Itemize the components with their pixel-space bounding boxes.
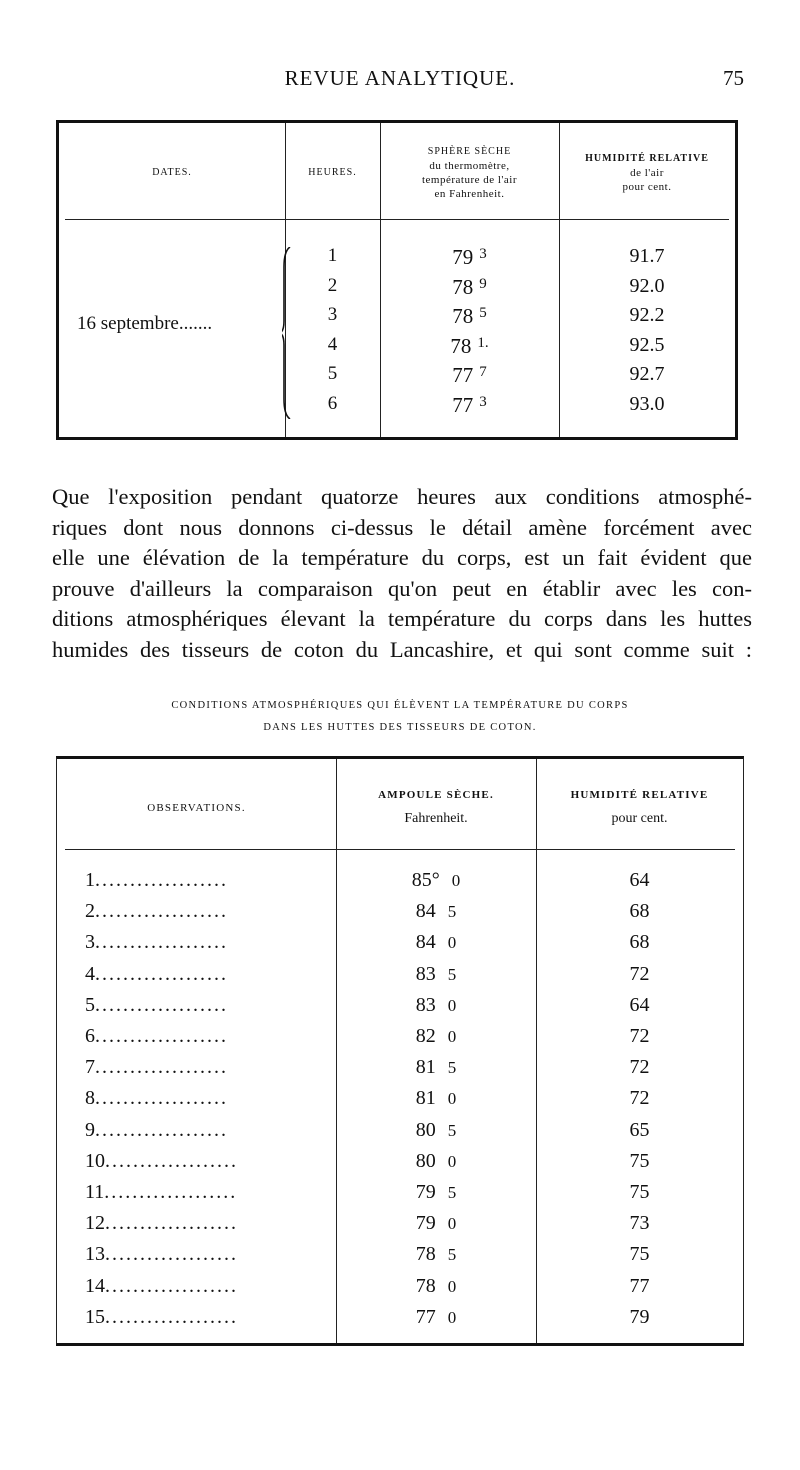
temperature-int: 84 bbox=[415, 900, 436, 923]
table-row bbox=[57, 1275, 743, 1305]
cotton-weavers-table bbox=[56, 756, 744, 1346]
table-row bbox=[57, 963, 743, 993]
temperature-dec: 0 bbox=[451, 871, 461, 890]
temperature-int: 78 bbox=[452, 304, 474, 328]
header-ampoule bbox=[336, 773, 536, 843]
temperature-cell bbox=[336, 1087, 536, 1110]
header-heures bbox=[285, 131, 380, 215]
header-humidite bbox=[559, 131, 735, 215]
paragraph-line: humides des tisseurs de coton du Lancashire, et qui sont comme suit : bbox=[52, 636, 752, 662]
table-row bbox=[59, 393, 735, 421]
running-title: REVUE ANALYTIQUE. bbox=[284, 66, 516, 90]
table-row bbox=[57, 900, 743, 930]
leader-dots: ................... bbox=[104, 1181, 238, 1203]
temperature-cell bbox=[336, 994, 536, 1017]
leader-dots: ................... bbox=[95, 962, 228, 985]
temperature-dec: 0 bbox=[447, 933, 457, 953]
temperature-dec: 0 bbox=[447, 1214, 457, 1234]
leader-dots: ................... bbox=[105, 1149, 238, 1172]
table-row bbox=[59, 245, 735, 273]
header-humid-line: pour cent. bbox=[622, 181, 672, 193]
observation-number: 4 bbox=[85, 962, 95, 985]
temperature-dec: 5 bbox=[447, 1183, 457, 1202]
table-row bbox=[57, 1181, 743, 1211]
temperature-cell bbox=[336, 1243, 536, 1266]
table-caption-line: CONDITIONS ATMOSPHÉRIQUES QUI ÉLÈVENT LA TEMPÉRATURE DU CORPS bbox=[171, 700, 629, 711]
temperature-table-september bbox=[56, 120, 738, 440]
header-observations-label: OBSERVATIONS. bbox=[147, 802, 246, 814]
temperature-cell bbox=[336, 900, 536, 923]
temperature-dec: 9 bbox=[479, 275, 487, 292]
humidity-cell: 91.7 bbox=[629, 245, 665, 267]
leader-dots: ................... bbox=[105, 1212, 238, 1235]
header-heures-label: HEURES. bbox=[308, 167, 357, 178]
table-row bbox=[57, 1243, 743, 1273]
header-ampoule-sub: Fahrenheit. bbox=[404, 811, 468, 826]
leader-dots: ................... bbox=[95, 1025, 228, 1047]
humidity-cell: 72 bbox=[629, 962, 650, 985]
observation-cell bbox=[85, 994, 325, 1017]
temperature-dec: 5 bbox=[447, 1245, 457, 1265]
temperature-dec: 0 bbox=[447, 1027, 457, 1046]
header-humidite bbox=[536, 773, 743, 843]
header-sphere-line: SPHÈRE SÈCHE bbox=[427, 146, 512, 157]
temperature-cell bbox=[336, 1119, 536, 1142]
temperature-dec: 3 bbox=[479, 246, 487, 262]
table-row bbox=[57, 994, 743, 1024]
temperature-int: 80 bbox=[415, 1149, 436, 1172]
humidity-cell: 77 bbox=[629, 1274, 650, 1297]
observation-number: 11 bbox=[85, 1181, 105, 1203]
temperature-dec: 5 bbox=[447, 902, 457, 922]
temperature-int: 78 bbox=[415, 1243, 436, 1266]
observation-number: 15 bbox=[85, 1305, 105, 1328]
temperature-dec: 3 bbox=[479, 393, 487, 410]
observation-cell bbox=[85, 1087, 325, 1110]
temperature-cell bbox=[380, 393, 559, 418]
header-sphere-line: du thermomètre, bbox=[429, 160, 510, 172]
temperature-int: 78 bbox=[415, 1274, 436, 1297]
leader-dots: ................... bbox=[95, 869, 228, 891]
temperature-int: 78 bbox=[452, 274, 474, 299]
temperature-cell bbox=[380, 304, 559, 329]
heure-cell: 5 bbox=[327, 363, 338, 384]
table-row bbox=[59, 363, 735, 391]
leader-dots: ................... bbox=[105, 1243, 238, 1266]
temperature-int: 81 bbox=[415, 1087, 436, 1110]
leader-dots: ................... bbox=[105, 1274, 238, 1297]
page-number: 75 bbox=[723, 66, 744, 90]
temperature-int: 84 bbox=[415, 931, 436, 954]
temperature-cell bbox=[380, 363, 559, 388]
temperature-int: 79 bbox=[415, 1181, 436, 1203]
header-sphere-line: température de l'air bbox=[421, 174, 518, 186]
observation-number: 6 bbox=[85, 1025, 95, 1047]
leader-dots: ................... bbox=[95, 1087, 228, 1110]
humidity-cell: 68 bbox=[629, 900, 650, 923]
page-header bbox=[0, 66, 800, 96]
temperature-cell bbox=[336, 1025, 536, 1048]
heure-cell: 6 bbox=[327, 392, 338, 414]
paragraph-line: Que l'exposition pendant quatorze heures aux conditions atmosphé- bbox=[52, 484, 752, 509]
header-humid-line: de l'air bbox=[630, 167, 664, 179]
temperature-cell bbox=[336, 963, 536, 986]
table-row bbox=[57, 1087, 743, 1117]
header-divider bbox=[65, 219, 729, 220]
observation-cell bbox=[85, 1212, 325, 1235]
humidity-cell: 72 bbox=[629, 1025, 650, 1047]
paragraph-line: prouve d'ailleurs la comparaison qu'on peut en établir avec les con- bbox=[52, 575, 752, 601]
table-row bbox=[57, 931, 743, 961]
temperature-dec: 5 bbox=[447, 964, 457, 984]
observation-number: 10 bbox=[85, 1149, 105, 1172]
table-row bbox=[59, 275, 735, 303]
observation-number: 13 bbox=[85, 1243, 105, 1266]
observation-number: 3 bbox=[85, 931, 95, 954]
humidity-cell: 73 bbox=[629, 1212, 650, 1235]
leader-dots: ................... bbox=[105, 1305, 238, 1328]
header-humid-label: HUMIDITÉ RELATIVE bbox=[570, 789, 709, 801]
humidity-cell: 68 bbox=[629, 931, 650, 954]
humidity-cell: 93.0 bbox=[629, 392, 665, 415]
temperature-int: 78 bbox=[450, 333, 472, 358]
observation-cell bbox=[85, 931, 325, 954]
observation-cell bbox=[85, 1275, 325, 1298]
temperature-int: 79 bbox=[452, 245, 474, 269]
header-sphere-line: en Fahrenheit. bbox=[434, 188, 505, 200]
temperature-int: 83 bbox=[415, 962, 436, 985]
temperature-dec: 0 bbox=[447, 1089, 457, 1109]
observation-number: 8 bbox=[85, 1087, 95, 1110]
table-row bbox=[57, 1212, 743, 1242]
paragraph-line: ditions atmosphériques élevant la température du corps dans les huttes bbox=[52, 606, 752, 631]
temperature-int: 82 bbox=[415, 1025, 436, 1047]
observation-cell bbox=[85, 1150, 325, 1173]
heure-cell: 3 bbox=[327, 304, 338, 325]
observation-number: 1 bbox=[85, 869, 95, 891]
temperature-cell bbox=[336, 1181, 536, 1204]
header-divider bbox=[65, 849, 735, 850]
humidity-cell: 92.0 bbox=[629, 274, 665, 297]
observation-cell bbox=[85, 1306, 325, 1329]
temperature-dec: 0 bbox=[447, 1151, 457, 1171]
leader-dots: ................... bbox=[95, 1056, 228, 1079]
humidity-cell: 79 bbox=[629, 1305, 650, 1328]
observation-cell bbox=[85, 963, 325, 986]
temperature-cell bbox=[336, 1212, 536, 1235]
leader-dots: ................... bbox=[95, 931, 228, 954]
table-caption-line: DANS LES HUTTES DES TISSEURS DE COTON. bbox=[263, 722, 537, 733]
humidity-cell: 64 bbox=[629, 869, 650, 891]
temperature-int: 77 bbox=[415, 1305, 436, 1328]
temperature-cell bbox=[336, 1150, 536, 1173]
header-humid-line: HUMIDITÉ RELATIVE bbox=[585, 153, 709, 164]
humidity-cell: 75 bbox=[629, 1149, 650, 1172]
table-row bbox=[57, 1150, 743, 1180]
observation-cell bbox=[85, 1181, 325, 1204]
temperature-cell bbox=[336, 931, 536, 954]
temperature-dec: 1. bbox=[477, 334, 489, 351]
temperature-int: 77 bbox=[452, 363, 474, 387]
observation-number: 5 bbox=[85, 993, 95, 1016]
table-row bbox=[57, 1119, 743, 1149]
temperature-cell bbox=[380, 334, 559, 359]
observation-number: 14 bbox=[85, 1274, 105, 1297]
header-ampoule-label: AMPOULE SÈCHE. bbox=[378, 789, 494, 801]
temperature-dec: 5 bbox=[479, 305, 487, 321]
temperature-cell bbox=[336, 1275, 536, 1298]
header-humid-sub: pour cent. bbox=[611, 811, 668, 826]
observation-number: 2 bbox=[85, 900, 95, 923]
temperature-dec: 0 bbox=[447, 995, 457, 1015]
humidity-cell: 75 bbox=[629, 1243, 650, 1266]
leader-dots: ................... bbox=[95, 1118, 228, 1141]
paragraph-line: riques dont nous donnons ci-dessus le détail amène forcément avec bbox=[52, 514, 752, 540]
temperature-int: 80 bbox=[415, 1118, 436, 1141]
temperature-int: 81 bbox=[415, 1056, 436, 1079]
humidity-cell: 75 bbox=[629, 1181, 650, 1203]
temperature-cell bbox=[336, 1306, 536, 1329]
observation-cell bbox=[85, 1243, 325, 1266]
observation-number: 12 bbox=[85, 1212, 105, 1235]
table-row bbox=[59, 334, 735, 362]
header-dates bbox=[59, 131, 285, 215]
table-row bbox=[57, 1306, 743, 1336]
observation-cell bbox=[85, 900, 325, 923]
paragraph-line: elle une élévation de la température du corps, est un fait évident que bbox=[52, 545, 752, 570]
header-observations bbox=[57, 773, 336, 843]
body-paragraph bbox=[52, 482, 752, 665]
header-dates-label: DATES. bbox=[152, 167, 192, 178]
humidity-cell: 92.5 bbox=[629, 333, 665, 356]
table-row bbox=[59, 304, 735, 332]
observation-cell bbox=[85, 1119, 325, 1142]
temperature-cell bbox=[336, 1056, 536, 1079]
table-row bbox=[57, 1025, 743, 1055]
temperature-dec: 7 bbox=[479, 364, 487, 380]
temperature-dec: 5 bbox=[447, 1120, 457, 1140]
table-row bbox=[57, 869, 743, 899]
humidity-cell: 65 bbox=[629, 1118, 650, 1141]
humidity-cell: 72 bbox=[629, 1087, 650, 1110]
leader-dots: ................... bbox=[95, 993, 228, 1016]
heure-cell: 2 bbox=[327, 274, 338, 296]
observation-cell bbox=[85, 1025, 325, 1048]
observation-number: 9 bbox=[85, 1118, 95, 1141]
table-row bbox=[57, 1056, 743, 1086]
observation-cell bbox=[85, 869, 325, 892]
header-sphere-seche bbox=[380, 131, 559, 215]
observation-number: 7 bbox=[85, 1056, 95, 1079]
humidity-cell: 92.2 bbox=[629, 304, 665, 326]
temperature-int: 77 bbox=[452, 392, 474, 417]
temperature-int: 85° bbox=[411, 869, 440, 891]
heure-cell: 4 bbox=[327, 333, 338, 355]
heure-cell: 1 bbox=[327, 245, 338, 266]
leader-dots: ................... bbox=[95, 900, 228, 923]
temperature-int: 83 bbox=[415, 993, 436, 1016]
temperature-int: 79 bbox=[415, 1212, 436, 1235]
humidity-cell: 72 bbox=[629, 1056, 650, 1079]
temperature-dec: 5 bbox=[447, 1058, 457, 1078]
date-label: 16 septembre....... bbox=[77, 313, 213, 334]
humidity-cell: 92.7 bbox=[629, 363, 665, 385]
temperature-cell bbox=[380, 245, 559, 270]
temperature-dec: 0 bbox=[447, 1307, 457, 1327]
humidity-cell: 64 bbox=[629, 993, 650, 1016]
observation-cell bbox=[85, 1056, 325, 1079]
temperature-cell bbox=[336, 869, 536, 892]
temperature-cell bbox=[380, 275, 559, 300]
temperature-dec: 0 bbox=[447, 1276, 457, 1296]
